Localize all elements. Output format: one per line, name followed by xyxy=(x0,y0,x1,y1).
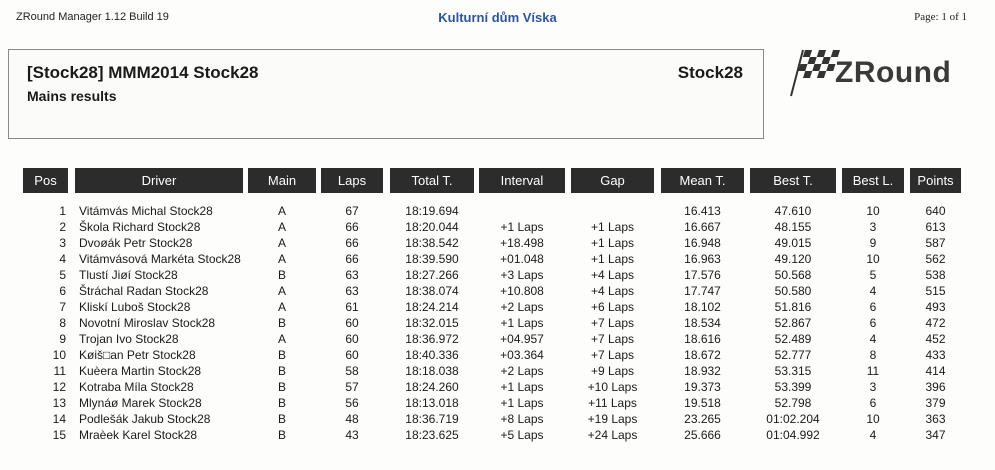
col-header-best-time: Best T. xyxy=(750,168,836,193)
cell-total-time: 18:13.018 xyxy=(405,396,459,410)
cell-pos: 7 xyxy=(59,300,66,314)
cell-mean-time: 18.672 xyxy=(684,348,721,362)
table-row xyxy=(0,427,995,443)
col-header-total-time: Total T. xyxy=(390,168,474,193)
cell-best-time: 52.777 xyxy=(774,348,812,362)
cell-interval: +04.957 xyxy=(500,332,544,346)
cell-points: 472 xyxy=(925,316,946,330)
cell-main: B xyxy=(277,316,286,330)
cell-gap: +7 Laps xyxy=(590,316,635,330)
col-header-pos: Pos xyxy=(23,168,68,193)
cell-mean-time: 18.932 xyxy=(684,364,721,378)
cell-main: B xyxy=(277,380,286,394)
venue-name: Kulturní dům Víska xyxy=(438,10,557,25)
cell-points: 515 xyxy=(925,284,946,298)
cell-laps: 60 xyxy=(345,332,359,346)
table-row xyxy=(0,363,995,379)
cell-total-time: 18:18.038 xyxy=(405,364,459,378)
cell-total-time: 18:24.260 xyxy=(405,380,459,394)
cell-interval: +1 Laps xyxy=(500,316,544,330)
col-header-points: Points xyxy=(910,168,961,193)
cell-pos: 8 xyxy=(59,316,66,330)
cell-driver: Trojan Ivo Stock28 xyxy=(79,332,179,346)
cell-points: 379 xyxy=(925,396,946,410)
col-header-gap: Gap xyxy=(571,168,654,193)
cell-gap: +6 Laps xyxy=(590,300,635,314)
cell-best-lap: 4 xyxy=(869,428,877,442)
results-table-body xyxy=(0,203,995,443)
page-number: Page: 1 of 1 xyxy=(914,11,967,23)
cell-gap: +1 Laps xyxy=(590,236,635,250)
cell-gap: +1 Laps xyxy=(590,252,635,266)
table-row xyxy=(0,331,995,347)
cell-main: B xyxy=(277,364,286,378)
cell-best-lap: 3 xyxy=(869,380,877,394)
report-topbar xyxy=(0,0,995,30)
cell-driver: Kuèera Martin Stock28 xyxy=(79,364,202,378)
cell-mean-time: 18.534 xyxy=(684,316,721,330)
cell-laps: 57 xyxy=(345,380,359,394)
cell-gap: +19 Laps xyxy=(587,412,638,426)
cell-best-lap: 10 xyxy=(866,412,880,426)
cell-mean-time: 18.616 xyxy=(684,332,721,346)
cell-best-lap: 5 xyxy=(869,268,877,282)
table-row xyxy=(0,283,995,299)
cell-pos: 11 xyxy=(53,364,66,378)
cell-laps: 66 xyxy=(345,236,359,250)
cell-pos: 15 xyxy=(52,428,66,442)
cell-total-time: 18:40.336 xyxy=(405,348,459,362)
cell-interval: +03.364 xyxy=(500,348,544,362)
cell-driver: Dvoøák Petr Stock28 xyxy=(79,236,193,250)
cell-best-lap: 9 xyxy=(869,236,877,250)
table-row xyxy=(0,251,995,267)
cell-best-time: 47.610 xyxy=(774,204,812,218)
cell-best-time: 53.399 xyxy=(774,380,812,394)
cell-total-time: 18:27.266 xyxy=(405,268,459,282)
cell-mean-time: 19.518 xyxy=(684,396,721,410)
cell-driver: Novotní Miroslav Stock28 xyxy=(79,316,216,330)
col-header-interval: Interval xyxy=(479,168,565,193)
cell-driver: Vitámvás Michal Stock28 xyxy=(79,204,213,218)
cell-best-lap: 4 xyxy=(869,332,877,346)
cell-main: A xyxy=(277,284,286,298)
cell-driver: Tlustí Jiøí Stock28 xyxy=(79,268,178,282)
cell-driver: Vitámvásová Markéta Stock28 xyxy=(79,252,241,266)
cell-best-lap: 6 xyxy=(869,396,877,410)
cell-main: B xyxy=(277,412,286,426)
cell-best-time: 49.015 xyxy=(774,236,812,250)
cell-total-time: 18:38.074 xyxy=(405,284,459,298)
table-row xyxy=(0,315,995,331)
cell-pos: 5 xyxy=(59,268,66,282)
cell-driver: Mlynáø Marek Stock28 xyxy=(79,396,202,410)
cell-total-time: 18:24.214 xyxy=(405,300,459,314)
cell-laps: 66 xyxy=(345,220,359,234)
app-title: ZRound Manager 1.12 Build 19 xyxy=(16,11,169,23)
cell-pos: 12 xyxy=(52,380,66,394)
cell-best-time: 49.120 xyxy=(774,252,812,266)
table-row xyxy=(0,299,995,315)
cell-total-time: 18:19.694 xyxy=(405,204,459,218)
cell-laps: 60 xyxy=(345,348,359,362)
cell-points: 640 xyxy=(925,204,946,218)
cell-total-time: 18:36.719 xyxy=(405,412,459,426)
cell-pos: 4 xyxy=(59,252,66,266)
cell-total-time: 18:23.625 xyxy=(405,428,459,442)
cell-points: 363 xyxy=(925,412,946,426)
cell-points: 414 xyxy=(925,364,946,378)
cell-best-time: 01:02.204 xyxy=(766,412,820,426)
cell-mean-time: 25.666 xyxy=(684,428,721,442)
cell-total-time: 18:36.972 xyxy=(405,332,459,346)
cell-gap: +7 Laps xyxy=(590,332,635,346)
cell-points: 493 xyxy=(925,300,946,314)
cell-points: 562 xyxy=(925,252,946,266)
table-row xyxy=(0,203,995,219)
table-row xyxy=(0,379,995,395)
cell-interval: +18.498 xyxy=(500,236,544,250)
cell-main: B xyxy=(277,348,286,362)
event-header-box xyxy=(8,49,764,139)
cell-interval: +2 Laps xyxy=(500,364,544,378)
table-row xyxy=(0,347,995,363)
cell-best-time: 52.867 xyxy=(774,316,812,330)
cell-laps: 48 xyxy=(345,412,359,426)
cell-main: A xyxy=(277,300,286,314)
cell-best-lap: 3 xyxy=(869,220,877,234)
cell-mean-time: 16.948 xyxy=(684,236,721,250)
cell-mean-time: 16.667 xyxy=(684,220,721,234)
cell-laps: 63 xyxy=(345,268,359,282)
cell-best-lap: 8 xyxy=(869,348,877,362)
cell-main: B xyxy=(277,428,286,442)
cell-pos: 14 xyxy=(52,412,66,426)
cell-pos: 2 xyxy=(59,220,66,234)
cell-best-lap: 11 xyxy=(866,364,880,378)
cell-best-lap: 4 xyxy=(869,284,877,298)
cell-mean-time: 16.413 xyxy=(684,204,721,218)
cell-interval: +8 Laps xyxy=(500,412,544,426)
cell-best-time: 50.568 xyxy=(774,268,812,282)
cell-best-time: 51.816 xyxy=(774,300,812,314)
cell-pos: 3 xyxy=(59,236,66,250)
cell-best-lap: 6 xyxy=(869,316,877,330)
cell-mean-time: 18.102 xyxy=(684,300,721,314)
cell-main: B xyxy=(277,396,286,410)
cell-pos: 9 xyxy=(59,332,66,346)
cell-interval: +1 Laps xyxy=(500,396,544,410)
cell-total-time: 18:32.015 xyxy=(405,316,459,330)
col-header-best-lap: Best L. xyxy=(842,168,904,193)
cell-points: 538 xyxy=(925,268,946,282)
cell-interval: +5 Laps xyxy=(500,428,544,442)
logo-text: ZRound xyxy=(835,56,952,89)
col-header-mean-time: Mean T. xyxy=(661,168,744,193)
cell-main: A xyxy=(277,252,286,266)
cell-main: A xyxy=(277,204,286,218)
cell-points: 452 xyxy=(925,332,946,346)
cell-best-time: 01:04.992 xyxy=(766,428,820,442)
cell-driver: Podlešák Jakub Stock28 xyxy=(79,412,211,426)
cell-pos: 6 xyxy=(59,284,66,298)
col-header-main: Main xyxy=(248,168,316,193)
cell-best-lap: 6 xyxy=(869,300,877,314)
cell-driver: Kliskí Luboš Stock28 xyxy=(79,300,191,314)
cell-total-time: 18:38.542 xyxy=(405,236,459,250)
cell-interval: +1 Laps xyxy=(500,220,544,234)
cell-best-time: 48.155 xyxy=(774,220,812,234)
cell-best-lap: 10 xyxy=(866,204,880,218)
cell-total-time: 18:39.590 xyxy=(405,252,459,266)
cell-gap: +24 Laps xyxy=(587,428,638,442)
event-class: Stock28 xyxy=(677,63,743,82)
cell-interval: +01.048 xyxy=(500,252,544,266)
cell-gap: +4 Laps xyxy=(590,268,635,282)
cell-best-time: 52.798 xyxy=(774,396,812,410)
cell-driver: Štráchal Radan Stock28 xyxy=(79,284,209,298)
table-row xyxy=(0,219,995,235)
cell-mean-time: 16.963 xyxy=(684,252,721,266)
cell-gap: +1 Laps xyxy=(590,220,635,234)
col-header-driver: Driver xyxy=(75,168,243,193)
cell-main: A xyxy=(277,220,286,234)
cell-best-time: 53.315 xyxy=(774,364,812,378)
cell-mean-time: 17.747 xyxy=(684,284,721,298)
cell-main: B xyxy=(277,268,286,282)
cell-best-time: 52.489 xyxy=(774,332,812,346)
cell-interval: +1 Laps xyxy=(500,380,544,394)
cell-laps: 60 xyxy=(345,316,359,330)
cell-interval: +3 Laps xyxy=(500,268,544,282)
cell-pos: 10 xyxy=(52,348,66,362)
cell-driver: Mraèek Karel Stock28 xyxy=(79,428,198,442)
cell-driver: Kotraba Míla Stock28 xyxy=(79,380,194,394)
cell-laps: 63 xyxy=(345,284,359,298)
cell-driver: Køiš□an Petr Stock28 xyxy=(79,348,196,362)
zround-logo xyxy=(783,44,973,100)
cell-mean-time: 17.576 xyxy=(684,268,721,282)
cell-main: A xyxy=(277,332,286,346)
cell-points: 347 xyxy=(925,428,946,442)
cell-pos: 13 xyxy=(52,396,66,410)
table-row xyxy=(0,395,995,411)
cell-best-time: 50.580 xyxy=(774,284,812,298)
cell-interval: +10.808 xyxy=(500,284,544,298)
event-subtitle: Mains results xyxy=(27,88,117,104)
table-row xyxy=(0,235,995,251)
cell-best-lap: 10 xyxy=(866,252,880,266)
cell-laps: 61 xyxy=(345,300,359,314)
cell-pos: 1 xyxy=(59,204,66,218)
cell-total-time: 18:20.044 xyxy=(405,220,459,234)
cell-laps: 56 xyxy=(345,396,359,410)
cell-main: A xyxy=(277,236,286,250)
table-row xyxy=(0,411,995,427)
cell-gap: +9 Laps xyxy=(590,364,635,378)
cell-mean-time: 19.373 xyxy=(684,380,721,394)
cell-gap: +10 Laps xyxy=(587,380,638,394)
cell-driver: Škola Richard Stock28 xyxy=(79,220,201,234)
cell-laps: 67 xyxy=(345,204,359,218)
event-title: [Stock28] MMM2014 Stock28 xyxy=(27,63,259,82)
cell-points: 613 xyxy=(925,220,946,234)
checkered-flag-icon xyxy=(783,44,843,100)
cell-laps: 58 xyxy=(345,364,359,378)
table-row xyxy=(0,267,995,283)
cell-points: 396 xyxy=(925,380,946,394)
cell-points: 587 xyxy=(925,236,946,250)
cell-laps: 66 xyxy=(345,252,359,266)
cell-points: 433 xyxy=(925,348,946,362)
cell-laps: 43 xyxy=(345,428,359,442)
cell-gap: +11 Laps xyxy=(588,396,637,410)
col-header-laps: Laps xyxy=(321,168,383,193)
cell-interval: +2 Laps xyxy=(500,300,544,314)
cell-gap: +4 Laps xyxy=(590,284,635,298)
cell-gap: +7 Laps xyxy=(590,348,635,362)
cell-mean-time: 23.265 xyxy=(684,412,721,426)
